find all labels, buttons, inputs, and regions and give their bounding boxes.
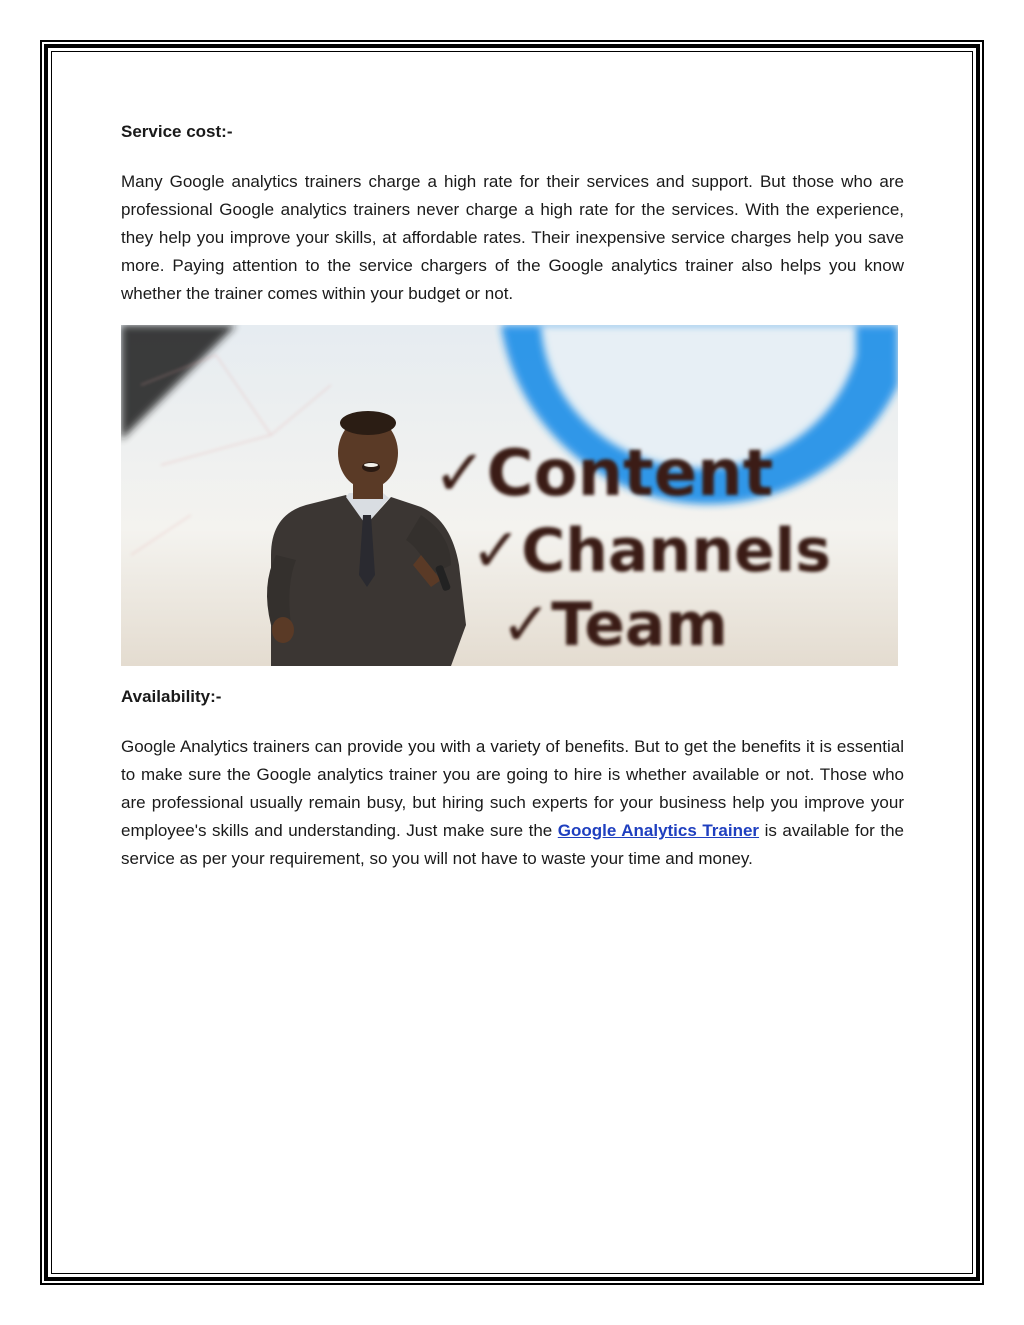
slide-line-team: ✓Team: [501, 590, 728, 660]
speaker-photo-illustration: [121, 325, 898, 666]
slide-line-channels: ✓Channels: [471, 516, 831, 586]
slide-line-content: ✓Content: [433, 437, 774, 511]
availability-text-before-link: Google Analytics trainers can provide you with a variety of benefits. But to get the benefits it is essential to make sure the Google analytics trainer you are going to hire is whether available or not. Those who are professional usually remain busy, but hiring such experts for your business help you improve your employee's skills and understanding. Just make sure the: [121, 737, 904, 840]
section-heading-service-cost: Service cost:-: [121, 122, 233, 141]
service-cost-paragraph: Many Google analytics trainers charge a high rate for their services and support. But those who are professional Google analytics trainers never charge a high rate for the services. With the experience, they help you improve your skills, at affordable rates. Their inexpensive service charges help you save more. Paying attention to the service chargers of the Google analytics trainer also helps you know whether the trainer comes within your budget or not.: [121, 172, 904, 303]
availability-paragraph: [121, 733, 904, 873]
speaker-photo: [121, 325, 898, 666]
section-heading-availability: Availability:-: [121, 687, 222, 706]
google-analytics-trainer-link[interactable]: Google Analytics Trainer: [557, 821, 760, 840]
availability-text-after-link: is available for the service as per your requirement, so you will not have to waste your time and money.: [121, 821, 904, 868]
document-body: [121, 116, 904, 873]
